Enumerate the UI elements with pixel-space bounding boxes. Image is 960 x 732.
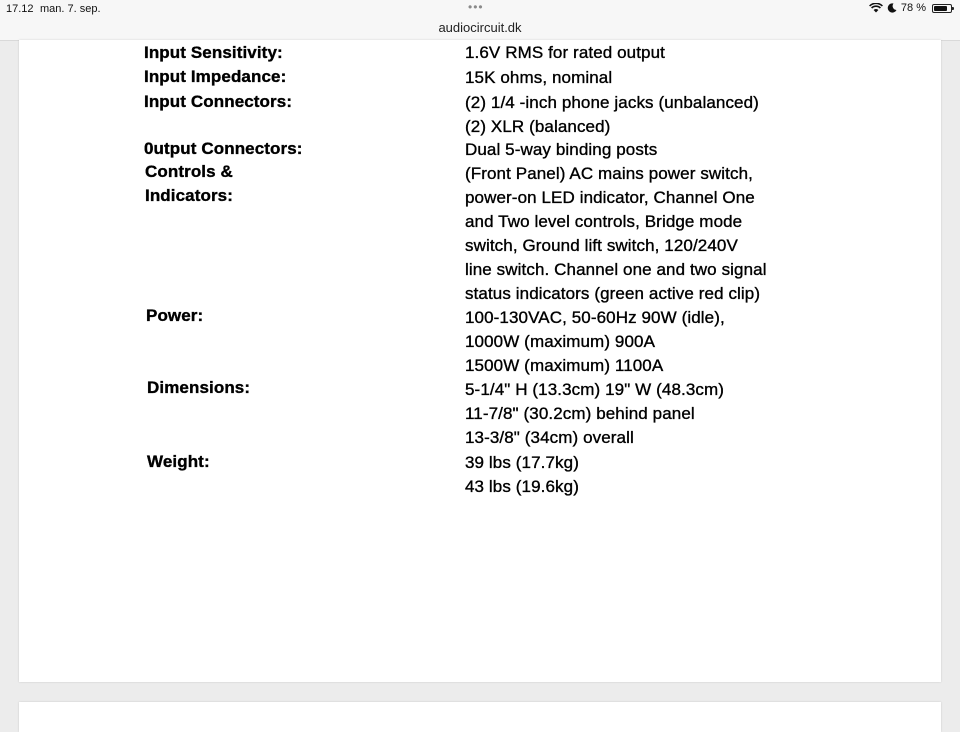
status-bar [0, 0, 960, 18]
wifi-icon [869, 3, 883, 13]
spec-value: line switch. Channel one and two signal [465, 260, 767, 279]
address-bar[interactable] [0, 18, 960, 41]
spec-value: (2) XLR (balanced) [465, 117, 611, 136]
spec-value: 43 lbs (19.6kg) [465, 477, 579, 496]
status-time: 17.12 [6, 3, 34, 15]
spec-label-controls-line2: Indicators: [145, 186, 234, 205]
spec-label-input-sensitivity: Input Sensitivity: [144, 43, 283, 62]
status-indicators [869, 2, 952, 14]
spec-value: status indicators (green active red clip) [465, 284, 761, 303]
spec-label-weight: Weight: [147, 452, 210, 471]
url-text[interactable]: audiocircuit.dk [438, 20, 522, 35]
multitasking-dots[interactable]: ••• [468, 0, 484, 14]
battery-percent: 78 % [900, 2, 926, 14]
spec-value: 11-7/8" (30.2cm) behind panel [465, 404, 695, 423]
spec-value: and Two level controls, Bridge mode [465, 212, 743, 231]
spec-value: (Front Panel) AC mains power switch, [465, 164, 753, 183]
spec-label-controls-line1: Controls & [145, 162, 233, 181]
spec-value: 1000W (maximum) 900A [465, 332, 656, 351]
spec-value: 100-130VAC, 50-60Hz 90W (idle), [465, 308, 725, 327]
spec-value: 1.6V RMS for rated output [465, 43, 665, 62]
battery-fill [934, 6, 947, 11]
spec-label-output-connectors: 0utput Connectors: [144, 139, 303, 158]
next-document-page [19, 702, 941, 732]
spec-value: 39 lbs (17.7kg) [465, 453, 579, 472]
spec-label-power: Power: [146, 306, 204, 325]
spec-value: Dual 5-way binding posts [465, 140, 658, 159]
spec-value: (2) 1/4 -inch phone jacks (unbalanced) [465, 93, 759, 112]
spec-label-input-impedance: Input Impedance: [144, 67, 287, 86]
document-page [19, 40, 941, 682]
spec-label-dimensions: Dimensions: [147, 378, 251, 397]
status-date: man. 7. sep. [40, 3, 101, 15]
moon-icon [887, 3, 897, 13]
battery-nub [952, 7, 954, 10]
spec-value: 5-1/4" H (13.3cm) 19" W (48.3cm) [465, 380, 725, 399]
spec-value: 1500W (maximum) 1100A [465, 356, 664, 375]
battery-icon [932, 4, 952, 13]
spec-value: 15K ohms, nominal [465, 68, 613, 87]
spec-label-input-connectors: Input Connectors: [144, 92, 293, 111]
spec-value: power-on LED indicator, Channel One [465, 188, 755, 207]
spec-value: 13-3/8" (34cm) overall [465, 428, 634, 447]
spec-value: switch, Ground lift switch, 120/240V [465, 236, 738, 255]
